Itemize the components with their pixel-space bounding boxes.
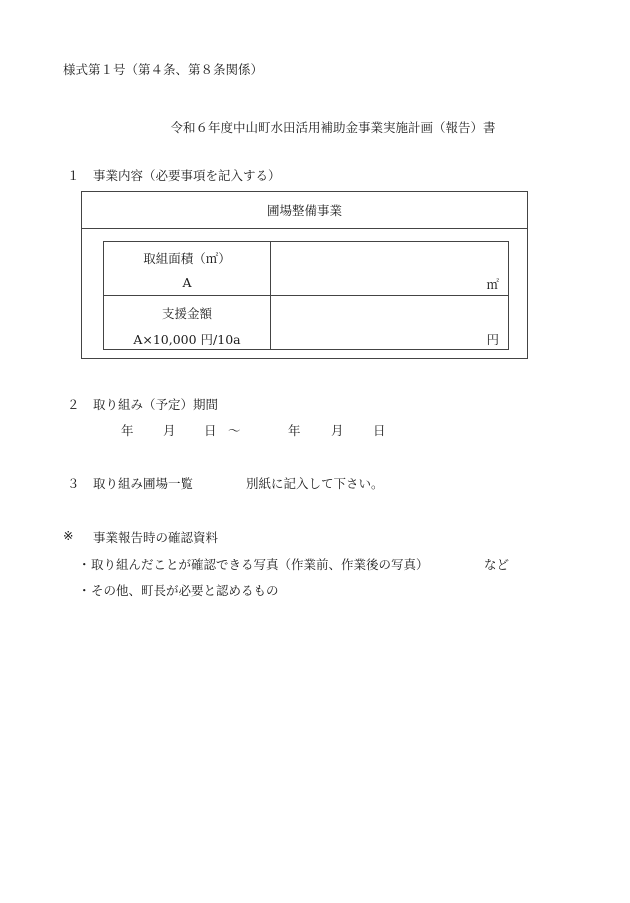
notes-mark: ※ xyxy=(63,528,74,543)
project-detail-table xyxy=(103,241,509,350)
support-amount-formula: A×10,000 円/10a xyxy=(133,332,241,347)
section-1-heading: 事業内容（必要事項を記入する） xyxy=(93,168,281,183)
project-table-header: 圃場整備事業 xyxy=(82,192,527,229)
notes-heading: 事業報告時の確認資料 xyxy=(93,530,219,545)
period-separator: ～ xyxy=(228,423,241,438)
section-3-number: ３ xyxy=(67,476,80,491)
start-day-label: 日 xyxy=(204,423,217,438)
section-3-note: 別紙に記入して下さい。 xyxy=(246,476,384,491)
end-month-label: 月 xyxy=(331,423,344,438)
support-amount-unit: 円 xyxy=(486,332,499,347)
section-2-number: ２ xyxy=(67,397,80,412)
area-label-variable: A xyxy=(182,275,192,290)
support-amount-label: 支援金額 xyxy=(161,306,212,321)
end-day-label: 日 xyxy=(373,423,386,438)
start-year-label: 年 xyxy=(121,423,134,438)
list-item: その他、町長が必要と認めるもの xyxy=(91,583,279,598)
start-month-label: 月 xyxy=(163,423,176,438)
table-divider xyxy=(104,295,508,296)
area-label: 取組面積（㎡） xyxy=(143,251,231,266)
document-title: 令和６年度中山町水田活用補助金事業実施計画（報告）書 xyxy=(170,120,496,135)
form-number: 様式第１号（第４条、第８条関係） xyxy=(63,62,264,77)
support-amount-input-cell[interactable] xyxy=(271,297,508,349)
project-table xyxy=(81,191,528,359)
section-1-number: １ xyxy=(67,168,80,183)
list-item-suffix: など xyxy=(484,557,510,572)
section-2-heading: 取り組み（予定）期間 xyxy=(93,397,219,412)
list-item: 取り組んだことが確認できる写真（作業前、作業後の写真） xyxy=(91,557,429,572)
list-item-bullet: ・ xyxy=(78,557,91,572)
list-item-bullet: ・ xyxy=(78,583,91,598)
area-unit: ㎡ xyxy=(486,277,499,292)
area-input-cell[interactable] xyxy=(271,243,508,294)
section-3-heading: 取り組み圃場一覧 xyxy=(93,476,194,491)
end-year-label: 年 xyxy=(288,423,301,438)
